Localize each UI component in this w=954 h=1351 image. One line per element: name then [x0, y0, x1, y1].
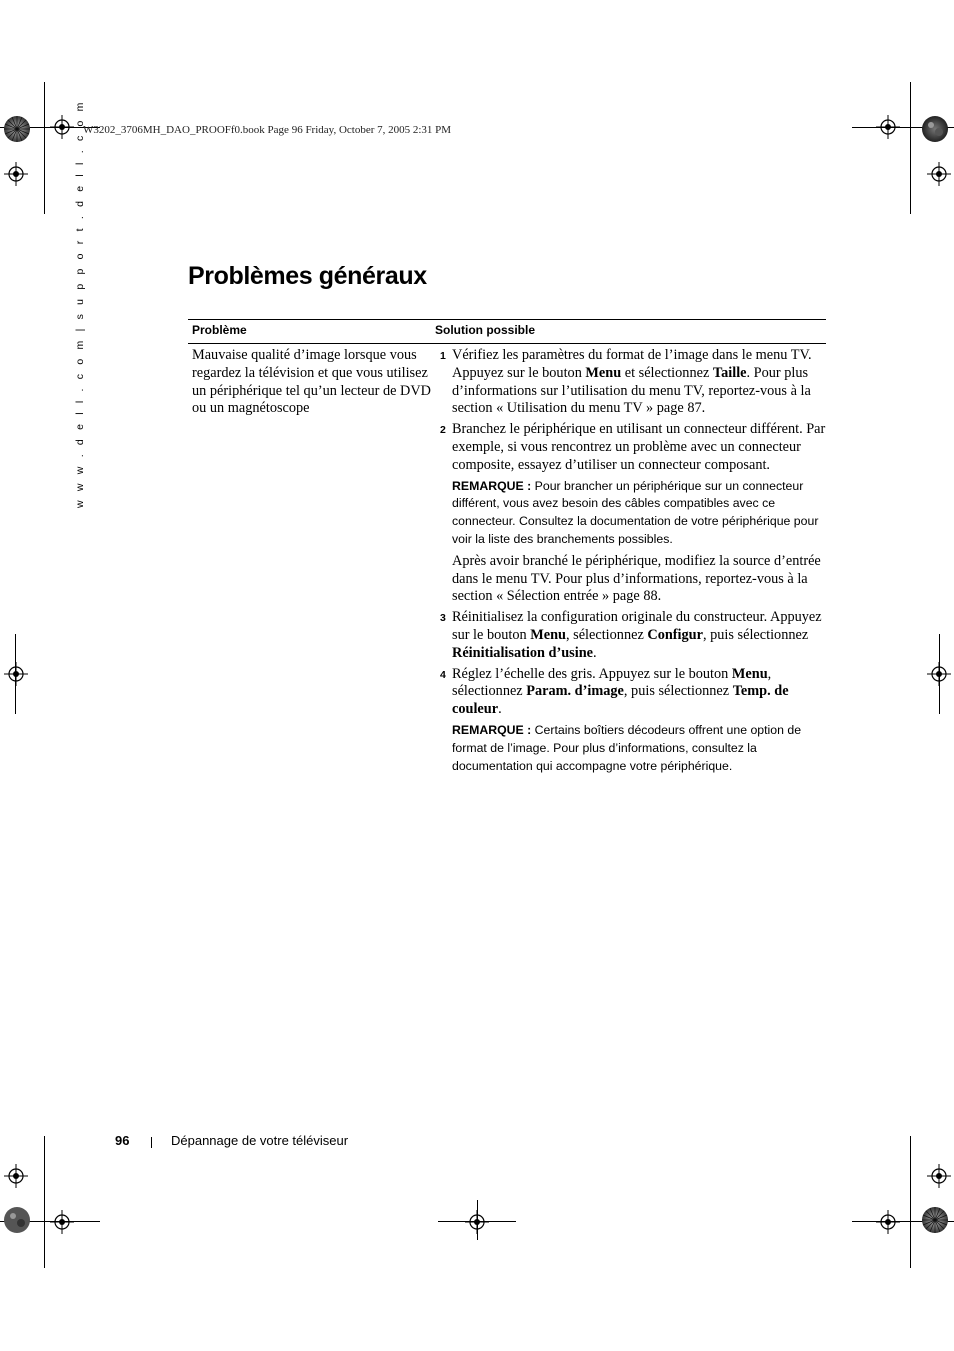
column-header-solution: Solution possible: [435, 323, 536, 337]
crosshair-circle-icon: [50, 1210, 74, 1234]
page-number: 96: [115, 1133, 130, 1148]
radial-disc-icon: [921, 115, 949, 143]
step-text: , puis sélectionnez: [623, 683, 733, 700]
step-text: , sélectionnez: [452, 665, 772, 700]
step-text: et sélectionnez: [621, 364, 713, 381]
radial-disc-icon: [3, 1206, 31, 1234]
crosshair-circle-icon: [876, 1210, 900, 1234]
ui-term: Param. d’image: [526, 683, 624, 700]
step-text: Branchez le périphérique en utilisant un connecteur différent. Par exemple, si vous rencontrez un problème avec un connecteur composite, essayez d’utiliser un connecteur composant.: [452, 421, 826, 473]
crosshair-circle-icon: [4, 662, 28, 686]
note-text: Certains boîtiers décodeurs offrent une option de format de l’image. Pour plus d’informations, consultez la documentation qui accompagne votre périphérique.: [452, 722, 802, 773]
step-number: 2: [440, 424, 446, 437]
solution-step: [440, 421, 826, 474]
step-text: , puis sélectionnez: [702, 626, 809, 643]
ui-term: Menu: [530, 626, 566, 643]
note: [440, 722, 826, 775]
step-text: , sélectionnez: [565, 626, 648, 643]
ui-term: Configur: [647, 626, 703, 643]
solution-step: [440, 609, 826, 662]
note-text: Pour brancher un périphérique sur un connecteur différent, vous avez besoin des câbles compatibles avec ce connecteur. Consultez la documentation de votre périphérique pour voir la liste des branchements possibles.: [452, 478, 819, 546]
ui-term: Menu: [585, 364, 622, 381]
crosshair-circle-icon: [4, 162, 28, 186]
crosshair-circle-icon: [876, 115, 900, 139]
crosshair-circle-icon: [50, 115, 74, 139]
crosshair-circle-icon: [927, 662, 951, 686]
step-text: .: [593, 644, 597, 661]
crosshair-circle-icon: [465, 1210, 489, 1234]
step-number: 1: [440, 350, 446, 362]
ui-term: Menu: [731, 665, 768, 682]
step-continuation: Après avoir branché le périphérique, modifiez la source d’entrée dans le menu TV. Pour plus d’informations, reportez-vous à la section « Sélection entrée » page 88.: [452, 552, 821, 605]
note-label: REMARQUE :: [452, 478, 532, 493]
footer-separator: [151, 1137, 152, 1148]
note: [440, 478, 826, 549]
print-header: W3202_3706MH_DAO_PROOFf0.book Page 96 Friday, October 7, 2005 2:31 PM: [83, 124, 452, 136]
problem-cell: Mauvaise qualité d’image lorsque vous regardez la télévision et que vous utilisez un périphérique tel qu’un lecteur de DVD ou un magnétoscope: [192, 347, 431, 417]
radial-disc-icon: [921, 1206, 949, 1234]
step-number: 4: [440, 668, 446, 681]
solution-cell: [440, 347, 826, 779]
ui-term: Taille: [712, 364, 747, 381]
page-title: Problèmes généraux: [188, 262, 427, 290]
step-text: Réglez l’échelle des gris. Appuyez sur le bouton: [452, 665, 732, 682]
solution-step: [440, 347, 826, 418]
radial-disc-icon: [3, 115, 31, 143]
crop-mark: [910, 82, 911, 214]
step-text: Vérifiez les paramètres du format de l’image dans le menu TV. Appuyez sur le bouton: [452, 347, 812, 381]
crosshair-circle-icon: [4, 1164, 28, 1188]
table-header-rule: [188, 343, 826, 344]
step-number: 3: [440, 612, 446, 625]
ui-term: Temp. de couleur: [452, 683, 789, 718]
crop-mark: [910, 1136, 911, 1268]
column-header-problem: Problème: [192, 323, 247, 337]
footer-section-title: Dépannage de votre téléviseur: [171, 1133, 349, 1148]
step-text: Réinitialisez la configuration originale du constructeur. Appuyez sur le bouton: [452, 609, 822, 643]
side-url: w w w . d e l l . c o m | s u p p o r t . d e l l . c o m: [74, 99, 86, 508]
crop-mark: [44, 82, 45, 214]
crop-mark: [44, 1136, 45, 1268]
step-text: .: [498, 701, 502, 718]
table-top-rule: [188, 319, 826, 320]
solution-step: [440, 666, 826, 719]
note-label: REMARQUE :: [452, 722, 532, 737]
ui-term: Réinitialisation d’usine: [452, 644, 594, 661]
crosshair-circle-icon: [927, 162, 951, 186]
crosshair-circle-icon: [927, 1164, 951, 1188]
step-text: . Pour plus d’informations sur l’utilisation du menu TV, reportez-vous à la section « Utilisation du menu TV » page 87.: [452, 364, 811, 417]
